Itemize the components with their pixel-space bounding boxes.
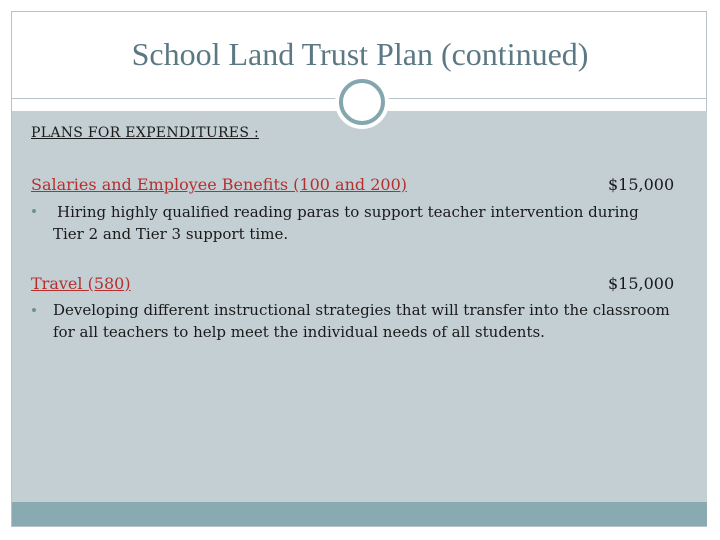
bullet-dot-icon [32, 308, 36, 312]
circle-ornament-icon [339, 79, 385, 125]
expenditure-description-salaries: Hiring highly qualified reading paras to support teacher intervention during Tier 2 and Tier 3 support time. [53, 203, 639, 243]
footer-bar [12, 502, 707, 526]
bullet-dot-icon [32, 209, 36, 213]
slide-title: School Land Trust Plan (continued) [131, 36, 589, 72]
section-label: PLANS FOR EXPENDITURES : [31, 125, 259, 141]
expenditure-description-travel: Developing different instructional strategies that will transfer into the classroom for all teachers to help meet the individual needs of all students. [53, 301, 670, 341]
expenditure-amount-salaries: $15,000 [608, 175, 675, 194]
expenditure-heading-salaries: Salaries and Employee Benefits (100 and 200) [31, 175, 407, 194]
expenditure-amount-travel: $15,000 [608, 274, 675, 293]
expenditure-heading-travel: Travel (580) [31, 274, 131, 293]
